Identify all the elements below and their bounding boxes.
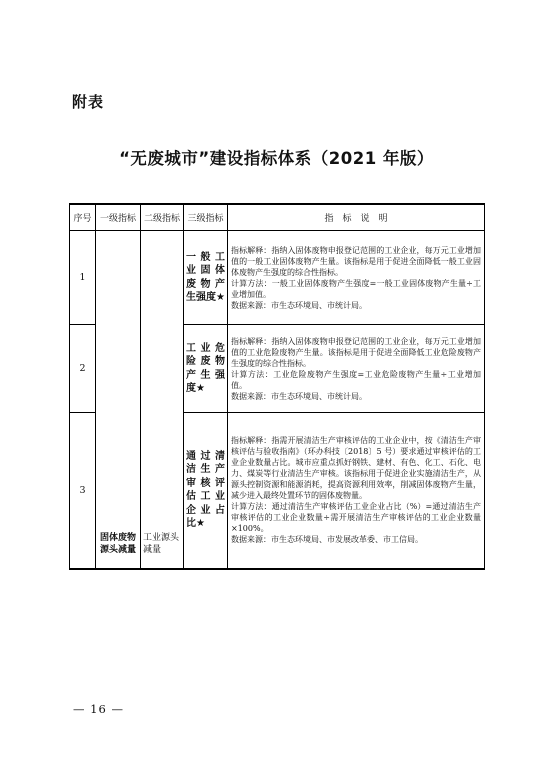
header-level3: 三级指标 xyxy=(184,204,228,231)
header-no: 序号 xyxy=(70,204,96,231)
description-source: 数据来源：市生态环境局、市统计局。 xyxy=(231,300,367,310)
page-number: — 16 — xyxy=(73,702,124,716)
level3-indicator: 一般工业固体废物产生强度★ xyxy=(184,231,228,325)
table-header-row xyxy=(70,204,485,231)
indicator-table xyxy=(69,203,485,570)
header-description: 指 标 说 明 xyxy=(228,204,485,231)
description-method: 计算方法：通过清洁生产审核评估工业企业占比（%）=通过清洁生产审核评估的工业企业数量÷需开展清洁生产审核评估的工业企业数量×100%。 xyxy=(231,502,481,534)
row-number: 3 xyxy=(70,413,96,569)
level3-indicator: 工业危险废物产生强度★ xyxy=(184,325,228,413)
level3-indicator: 通过清洁生产审核评估工业企业占比★ xyxy=(184,413,228,569)
row-number: 2 xyxy=(70,325,96,413)
description-source: 数据来源：市生态环境局、市统计局。 xyxy=(231,391,367,401)
indicator-description xyxy=(228,413,485,569)
description-explanation: 指标解释：指纳入固体废物申报登记范围的工业企业，每万元工业增加值的工业危险废物产生量。该指标是用于促进全面降低工业危险废物产生强度的综合性指标。 xyxy=(231,336,481,368)
indicator-description xyxy=(228,231,485,325)
indicator-description xyxy=(228,325,485,413)
description-source: 数据来源：市生态环境局、市发展改革委、市工信局。 xyxy=(231,535,423,545)
level1-indicator: 固体废物源头减量 xyxy=(96,231,141,569)
header-level2: 二级指标 xyxy=(141,204,184,231)
header-level1: 一级指标 xyxy=(96,204,141,231)
level2-indicator: 工业源头减量 xyxy=(141,231,184,569)
description-method: 计算方法：工业危险废物产生强度=工业危险废物产生量÷工业增加值。 xyxy=(231,369,481,390)
description-explanation: 指标解释：指需开展清洁生产审核评估的工业企业中，按《清洁生产审核评估与验收指南》（环办科技〔2018〕5 号）要求通过审核评估的工业企业数量占比。城市应重点抓好钢铁、建材、有色、化工、石化、电力、煤炭等行业清洁生产审核。该指标用于促进企业实施清洁生产，从源头控制资源和能源消耗，提高资源利用效率，削减固体废物产生量，减少进入最终处置环节的固体废物量。 xyxy=(231,436,481,501)
document-title: “无废城市”建设指标体系（2021 年版） xyxy=(119,149,434,168)
row-number: 1 xyxy=(70,231,96,325)
description-method: 计算方法：一般工业固体废物产生强度=一般工业固体废物产生量÷工业增加值。 xyxy=(231,278,481,299)
description-explanation: 指标解释：指纳入固体废物申报登记范围的工业企业，每万元工业增加值的一般工业固体废物产生量。该指标是用于促进全面降低一般工业固体废物产生强度的综合性指标。 xyxy=(231,245,481,277)
appendix-label: 附表 xyxy=(72,93,105,111)
table-row xyxy=(70,231,485,325)
